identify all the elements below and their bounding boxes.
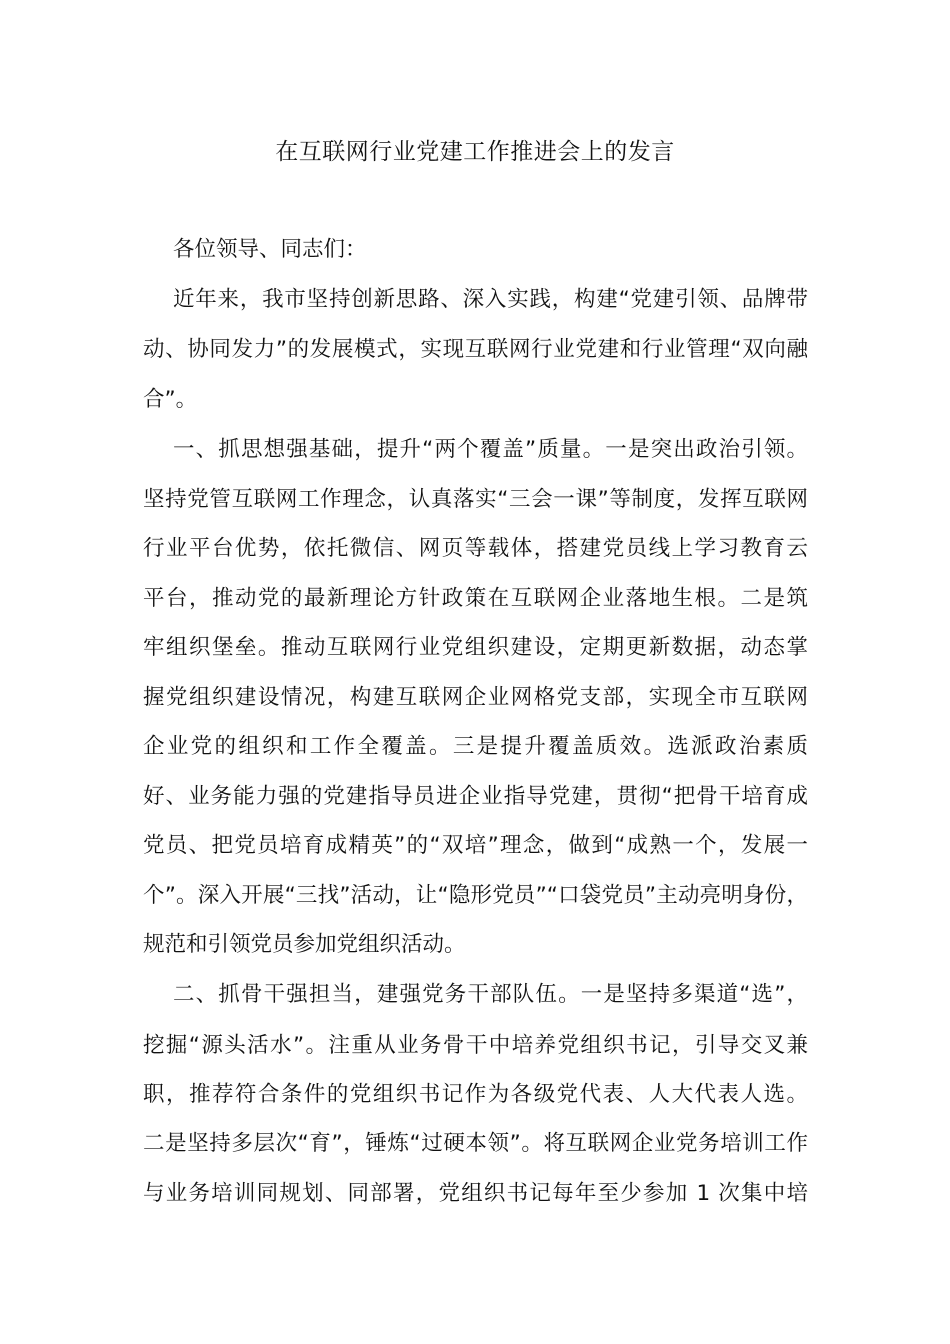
paragraph-line: 平台，推动党的最新理论方针政策在互联网企业落地生根。二是筑 [143,586,808,611]
paragraph-line: 职，推荐符合条件的党组织书记作为各级党代表、人大代表人选。 [143,1082,808,1107]
paragraph-line: 坚持党管互联网工作理念，认真落实“三会一课”等制度，发挥互联网 [143,487,808,512]
paragraph-line: 规范和引领党员参加党组织活动。 [143,932,466,957]
paragraph-line: 党员、把党员培育成精英”的“双培”理念，做到“成熟一个，发展一 [143,833,808,858]
paragraph-line: 企业党的组织和工作全覆盖。三是提升覆盖质效。选派政治素质 [143,734,808,759]
paragraph-line: 动、协同发力”的发展模式，实现互联网行业党建和行业管理“双向融 [143,337,808,362]
paragraph-line: 握党组织建设情况，构建互联网企业网格党支部，实现全市互联网 [143,685,808,710]
paragraph-line: 合”。 [143,387,198,412]
paragraph-line: 牢组织堡垒。推动互联网行业党组织建设，定期更新数据，动态掌 [143,635,808,660]
salutation-line: 各位领导、同志们： [173,237,367,262]
paragraph-line: 行业平台优势，依托微信、网页等载体，搭建党员线上学习教育云 [143,536,808,561]
paragraph-line: 二是坚持多层次“育”，锤炼“过硬本领”。将互联网企业党务培训工作 [143,1131,808,1156]
paragraph-line: 挖掘“源头活水”。注重从业务骨干中培养党组织书记，引导交叉兼 [143,1033,808,1058]
paragraph-line: 二、抓骨干强担当，建强党务干部队伍。一是坚持多渠道“选”， [173,982,808,1007]
paragraph-line: 一、抓思想强基础，提升“两个覆盖”质量。一是突出政治引领。 [173,437,808,462]
document-title: 在互联网行业党建工作推进会上的发言 [275,139,675,165]
paragraph-line: 个”。深入开展“三找”活动，让“隐形党员”“口袋党员”主动亮明身份， [143,883,808,908]
paragraph-line: 与业务培训同规划、同部署，党组织书记每年至少参加 1 次集中培 [143,1181,808,1206]
paragraph-line: 近年来，我市坚持创新思路、深入实践，构建“党建引领、品牌带 [173,287,808,312]
paragraph-line: 好、业务能力强的党建指导员进企业指导党建，贯彻“把骨干培育成 [143,784,808,809]
